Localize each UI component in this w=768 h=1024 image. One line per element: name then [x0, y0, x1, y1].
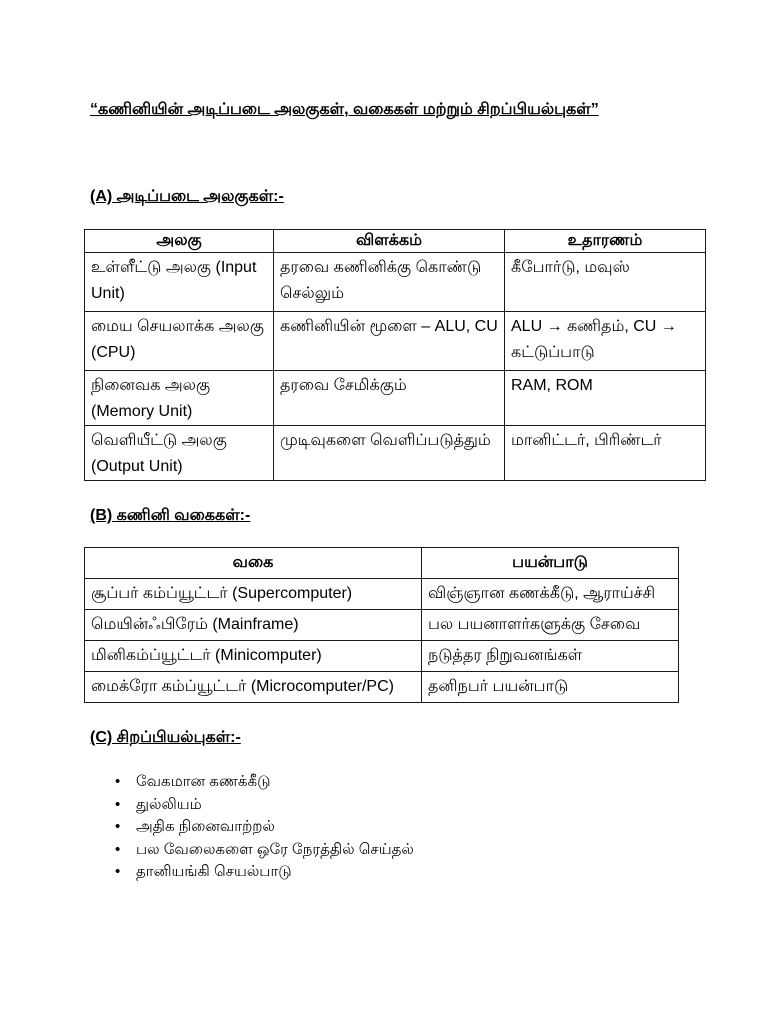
table-row	[85, 579, 679, 610]
column-header-example: உதாரணம்	[505, 230, 706, 253]
table-row	[85, 426, 706, 481]
unit-description-cell: தரவை கணினிக்கு கொண்டு செல்லும்	[274, 253, 505, 312]
computer-types-table	[84, 547, 679, 703]
section-b-heading: (B) கணினி வகைகள்:-	[90, 507, 251, 524]
table-row	[85, 641, 679, 672]
unit-description-cell: தரவை சேமிக்கும்	[274, 371, 505, 426]
bullet-marker	[115, 839, 120, 862]
table-row	[85, 610, 679, 641]
unit-description-cell: முடிவுகளை வெளிப்படுத்தும்	[274, 426, 505, 481]
unit-example-cell: கீபோர்டு, மவுஸ்	[505, 253, 706, 312]
bullet-marker	[115, 771, 120, 794]
table-row	[85, 312, 706, 371]
unit-name-cell: நினைவக அலகு (Memory Unit)	[85, 371, 274, 426]
bullet-marker	[115, 794, 120, 817]
column-header-description: விளக்கம்	[274, 230, 505, 253]
basic-units-table	[84, 229, 706, 481]
unit-example-cell: ALU → கணிதம், CU → கட்டுப்பாடு	[505, 312, 706, 371]
unit-example-cell: RAM, ROM	[505, 371, 706, 426]
characteristics-list	[84, 771, 724, 884]
list-item-text: பல வேலைகளை ஒரே நேரத்தில் செய்தல்	[136, 840, 414, 858]
table-row	[85, 672, 679, 703]
computer-usage-cell: பல பயனாளர்களுக்கு சேவை	[422, 610, 679, 641]
unit-example-cell: மானிட்டர், பிரிண்டர்	[505, 426, 706, 481]
computer-type-cell: மினிகம்ப்யூட்டர் (Minicomputer)	[85, 641, 422, 672]
table-row	[85, 371, 706, 426]
list-item	[84, 861, 724, 884]
list-item-text: வேகமான கணக்கீடு	[136, 773, 271, 790]
list-item-text: அதிக நினைவாற்றல்	[136, 818, 275, 835]
list-item-text: தானியங்கி செயல்பாடு	[136, 863, 292, 880]
unit-name-cell: உள்ளீட்டு அலகு (Input Unit)	[85, 253, 274, 312]
column-header-type: வகை	[85, 548, 422, 579]
computer-usage-cell: விஞ்ஞான கணக்கீடு, ஆராய்ச்சி	[422, 579, 679, 610]
computer-usage-cell: நடுத்தர நிறுவனங்கள்	[422, 641, 679, 672]
table-row	[85, 253, 706, 312]
document-body	[84, 100, 724, 884]
table-header-row	[85, 230, 706, 253]
unit-name-cell: வெளியீட்டு அலகு (Output Unit)	[85, 426, 274, 481]
computer-type-cell: மெயின்ஃபிரேம் (Mainframe)	[85, 610, 422, 641]
list-item	[84, 794, 724, 817]
table-header-row	[85, 548, 679, 579]
column-header-usage: பயன்பாடு	[422, 548, 679, 579]
computer-type-cell: மைக்ரோ கம்ப்யூட்டர் (Microcomputer/PC)	[85, 672, 422, 703]
document-title: “கணினியின் அடிப்படை அலகுகள், வகைகள் மற்றும் சிறப்பியல்புகள்”	[90, 101, 599, 118]
list-item	[84, 816, 724, 839]
unit-description-cell: கணினியின் மூளை – ALU, CU	[274, 312, 505, 371]
computer-type-cell: சூப்பர் கம்ப்யூட்டர் (Supercomputer)	[85, 579, 422, 610]
section-c-heading: (C) சிறப்பியல்புகள்:-	[90, 729, 241, 746]
column-header-unit: அலகு	[85, 230, 274, 253]
list-item	[84, 771, 724, 794]
list-item-text: துல்லியம்	[136, 795, 202, 813]
computer-usage-cell: தனிநபர் பயன்பாடு	[422, 672, 679, 703]
section-a-heading: (A) அடிப்படை அலகுகள்:-	[90, 188, 284, 205]
list-item	[84, 839, 724, 862]
bullet-marker	[115, 816, 120, 839]
unit-name-cell: மைய செயலாக்க அலகு (CPU)	[85, 312, 274, 371]
bullet-marker	[115, 861, 120, 884]
